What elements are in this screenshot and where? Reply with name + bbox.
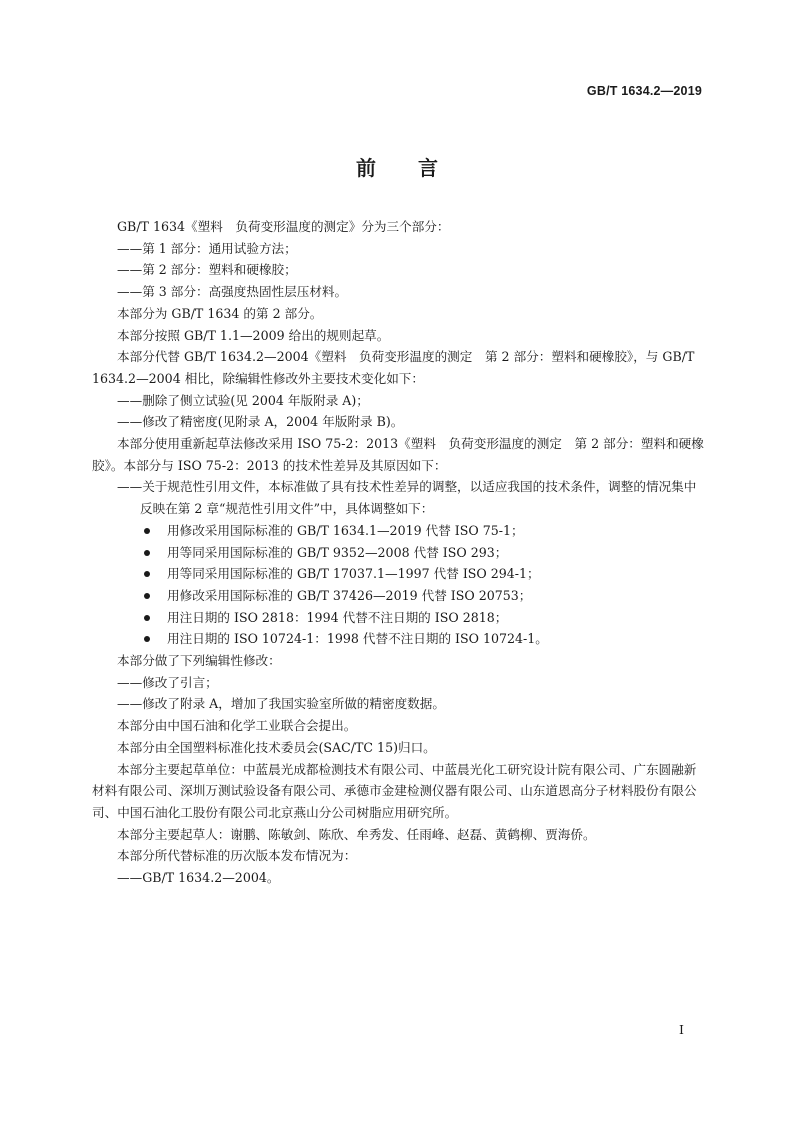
- paragraph: GB/T 1634《塑料 负荷变形温度的测定》分为三个部分：: [117, 219, 450, 234]
- bullet-dot-icon: [144, 615, 150, 621]
- paragraph: 本部分所代替标准的历次版本发布情况为：: [117, 848, 357, 864]
- bullet-text: 用修改采用国际标准的 GB/T 37426—2019 代替 ISO 20753；: [167, 587, 532, 603]
- bullet-item: [92, 563, 706, 585]
- dash-item: ——修改了引言；: [117, 674, 218, 690]
- bullet-item: [92, 585, 706, 607]
- paragraph: 本部分按照 GB/T 1.1—2009 给出的规则起草。: [117, 327, 390, 343]
- paragraph: 本部分代替 GB/T 1634.2—2004《塑料 负荷变形温度的测定 第 2 部分：塑料和硬橡胶》，与 GB/T 1634.2—2004 相比，除编辑性修改外主要技术变化如下：: [92, 349, 695, 386]
- bullet-dot-icon: [144, 550, 150, 556]
- bullet-dot-icon: [144, 593, 150, 599]
- dash-item: ——GB/T 1634.2—2004。: [117, 870, 280, 886]
- standard-code: GB/T 1634.2—2019: [586, 84, 702, 98]
- document-body: [92, 216, 706, 889]
- bullet-dot-icon: [144, 528, 150, 534]
- paragraph: 本部分使用重新起草法修改采用 ISO 75-2：2013《塑料 负荷变形温度的测定 第 2 部分：塑料和硬橡胶》。本部分与 ISO 75-2：2013 的技术性差异及其原因如下：: [92, 436, 704, 473]
- paragraph: 本部分主要起草单位：中蓝晨光成都检测技术有限公司、中蓝晨光化工研究设计院有限公司、广东圆融新材料有限公司、深圳万测试验设备有限公司、承德市金建检测仪器有限公司、山东道恩高分子材料股份有限公司、中国石油化工股份有限公司北京燕山分公司树脂应用研究所。: [92, 761, 697, 820]
- bullet-dot-icon: [144, 636, 150, 642]
- paragraph: 本部分由中国石油和化学工业联合会提出。: [117, 718, 357, 734]
- dash-item: ——第 1 部分：通用试验方法；: [117, 240, 297, 256]
- dash-item: ——修改了精密度(见附录 A，2004 年版附录 B)。: [117, 414, 404, 430]
- bullet-item: [92, 628, 706, 650]
- dash-item: ——关于规范性引用文件，本标准做了具有技术性差异的调整，以适应我国的技术条件，调整的情况集中反映在第 2 章“规范性引用文件”中，具体调整如下：: [117, 479, 697, 517]
- bullet-text: 用注日期的 ISO 2818：1994 代替不注日期的 ISO 2818；: [167, 609, 508, 625]
- paragraph: 本部分为 GB/T 1634 的第 2 部分。: [117, 305, 323, 321]
- dash-item: ——修改了附录 A，增加了我国实验室所做的精密度数据。: [117, 696, 445, 712]
- paragraph: 本部分主要起草人：谢鹏、陈敏剑、陈欣、牟秀发、任雨峰、赵磊、黄鹤柳、贾海侨。: [117, 826, 596, 842]
- paragraph: 本部分由全国塑料标准化技术委员会(SAC/TC 15)归口。: [117, 739, 436, 755]
- bullet-text: 用注日期的 ISO 10724-1：1998 代替不注日期的 ISO 10724-1。: [167, 631, 548, 647]
- bullet-item: [92, 542, 706, 564]
- dash-item: ——删除了侧立试验(见 2004 年版附录 A)；: [117, 392, 369, 408]
- page-number: I: [679, 1022, 684, 1037]
- bullet-text: 用等同采用国际标准的 GB/T 17037.1—1997 代替 ISO 294-1；: [167, 566, 540, 582]
- bullet-text: 用等同采用国际标准的 GB/T 9352—2008 代替 ISO 293；: [167, 544, 508, 560]
- bullet-text: 用修改采用国际标准的 GB/T 1634.1—2019 代替 ISO 75-1；: [167, 522, 524, 538]
- dash-item: ——第 3 部分：高强度热固性层压材料。: [117, 284, 348, 300]
- bullet-item: [92, 607, 706, 629]
- page-title: 前言: [356, 156, 480, 180]
- bullet-dot-icon: [144, 571, 150, 577]
- bullet-item: [92, 520, 706, 542]
- dash-item: ——第 2 部分：塑料和硬橡胶；: [117, 262, 297, 278]
- paragraph: 本部分做了下列编辑性修改：: [117, 653, 281, 669]
